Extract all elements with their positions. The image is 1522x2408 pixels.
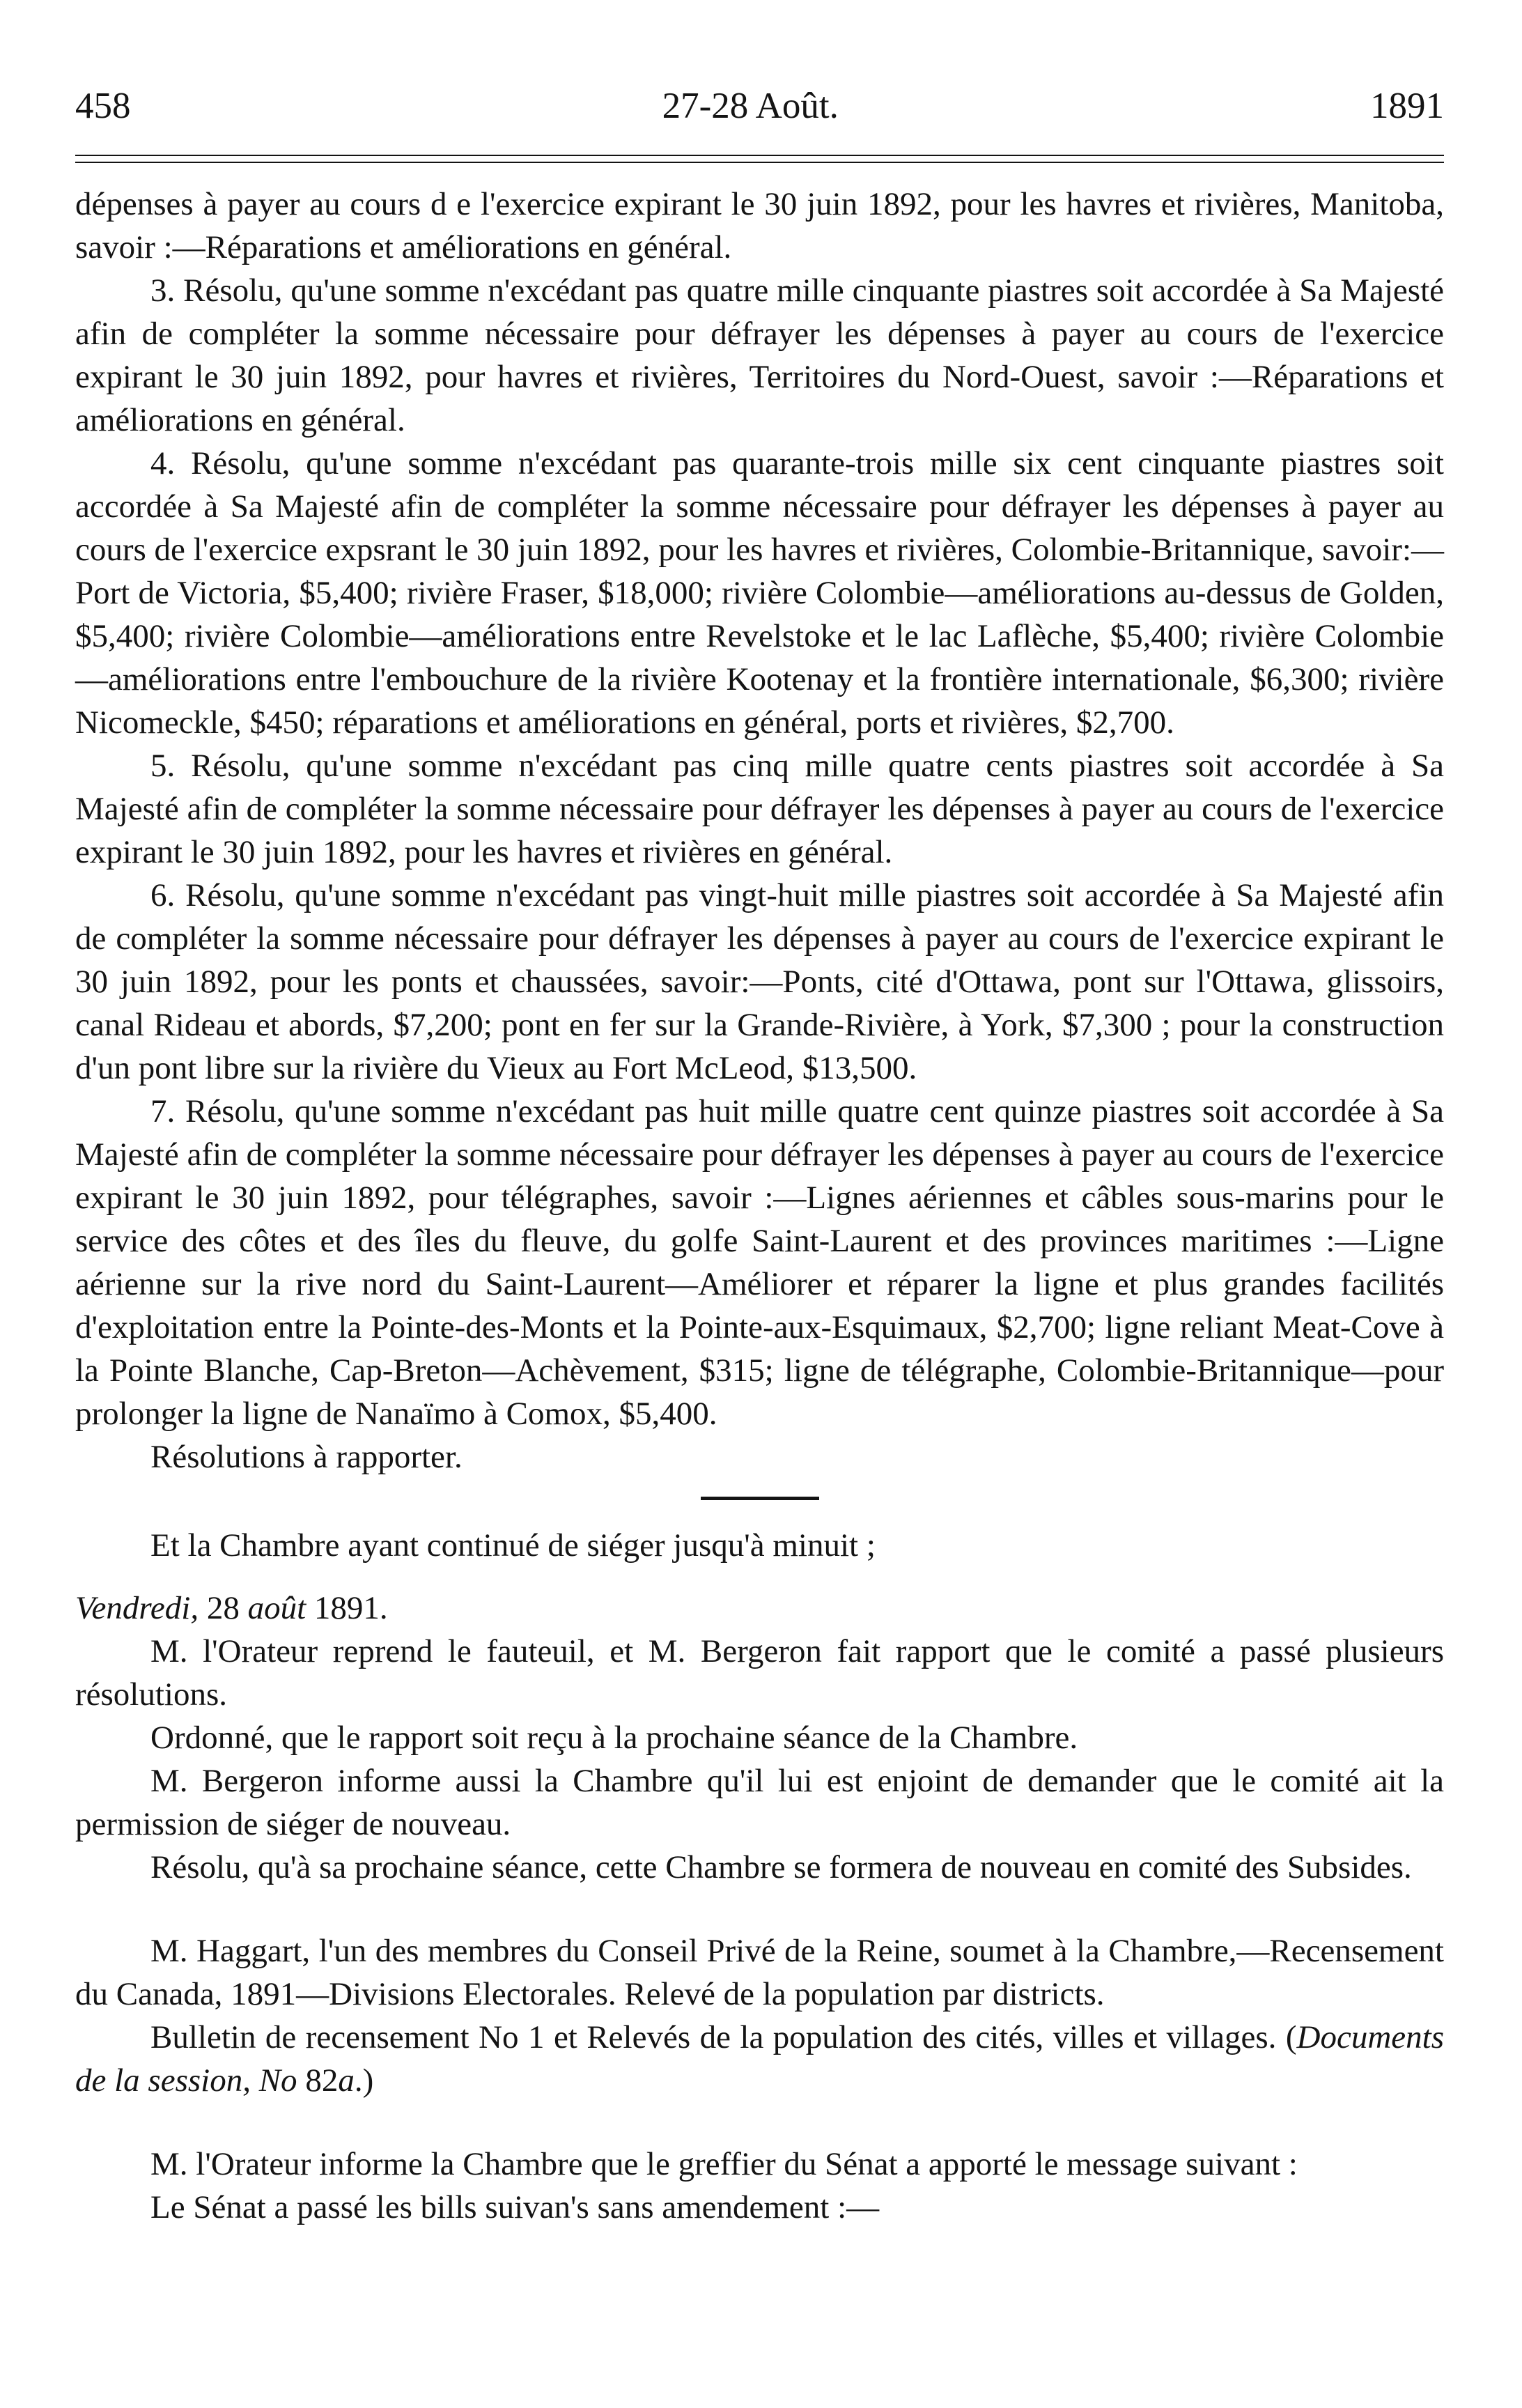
dateline-month: août <box>247 1590 306 1626</box>
census-ref-close: .) <box>354 2062 374 2099</box>
page-number: 458 <box>75 86 131 126</box>
census-ref-num: 82 <box>305 2062 339 2099</box>
section-separator <box>701 1497 819 1500</box>
header-rule-bottom <box>75 162 1444 163</box>
paragraph-gap <box>75 2102 1444 2143</box>
resolution-6: 6. Résolu, qu'une somme n'excédant pas vingt-huit mille piastres soit accordée à Sa Majesté afin de compléter la somme nécessaire pour défrayer les dépenses à payer au cours de l'exercice expirant le 30 juin 1892, pour les ponts et chaussées, savoir:—Ponts, cité d'Ottawa, pont sur l'Ottawa, glissoirs, canal Rideau et abords, $7,200; pont en fer sur la Grande-Rivière, à York, $7,300 ; pour la construction d'un pont libre sur la rivière du Vieux au Fort McLeod, $13,500. <box>75 877 1444 1086</box>
senate-bills: Le Sénat a passé les bills suivan's sans amendement :— <box>150 2189 880 2225</box>
header-double-rule <box>75 155 1444 163</box>
census-bulletin-text: Bulletin de recensement No 1 et Relevés de la population des cités, villes et villages. <box>150 2019 1277 2055</box>
bergeron-request: M. Bergeron informe aussi la Chambre qu'il lui est enjoint de demander que le comité ait la permission de siéger de nouveau. <box>75 1763 1444 1842</box>
resolution-4: 4. Résolu, qu'une somme n'excédant pas quarante-trois mille six cent cinquante piastres soit accordée à Sa Majesté afin de compléter la somme nécessaire pour défrayer les dépenses à payer au cours de l'exercice expsrant le 30 juin 1892, pour les havres et rivières, Colombie-Britannique, savoir:—Port de Victoria, $5,400; rivière Fraser, $18,000; rivière Colombie—améliorations au-dessus de Golden, $5,400; rivière Colombie—améliorations entre Revelstoke et le lac Laflèche, $5,400; rivière Colombie—améliorations entre l'embouchure de la rivière Kootenay et la frontière internationale, $6,300; rivière Nicomeckle, $450; réparations et améliorations en général, ports et rivières, $2,700. <box>75 445 1444 741</box>
speaker-report: M. l'Orateur reprend le fauteuil, et M. Bergeron fait rapport que le comité a passé plusieurs résolutions. <box>75 1633 1444 1713</box>
census-bulletin <box>75 2016 1444 2102</box>
senate-message: M. l'Orateur informe la Chambre que le greffier du Sénat a apporté le message suivant : <box>150 2146 1298 2182</box>
dateline-day: Vendredi, <box>75 1590 199 1626</box>
header-date: 27-28 Août. <box>662 86 839 126</box>
resolutions-to-report: Résolutions à rapporter. <box>150 1439 463 1475</box>
document-body <box>75 183 1444 2229</box>
census-ref-letter: a <box>338 2062 355 2099</box>
paragraph-continuation: dépenses à payer au cours d e l'exercice expirant le 30 juin 1892, pour les havres et rivières, Manitoba, savoir :—Réparations et améliorations en général. <box>75 186 1444 265</box>
header-year: 1891 <box>1369 86 1444 126</box>
resolution-5: 5. Résolu, qu'une somme n'excédant pas cinq mille quatre cents piastres soit accordée à Sa Majesté afin de compléter la somme nécessaire pour défrayer les dépenses à payer au cours de l'exercice expirant le 30 juin 1892, pour les havres et rivières en général. <box>75 748 1444 870</box>
page-header <box>75 84 1444 128</box>
dateline-year: 1891. <box>313 1590 388 1626</box>
paragraph-gap <box>75 1889 1444 1929</box>
census-ref: Documents de la session, No <box>75 2019 1444 2099</box>
document-page <box>75 84 1444 2229</box>
dateline <box>75 1587 1444 1630</box>
census-ref-open: ( <box>1285 2019 1297 2055</box>
resolved-supply-committee: Résolu, qu'à sa prochaine séance, cette Chambre se formera de nouveau en comité des Subsides. <box>150 1849 1412 1885</box>
dateline-num: 28 <box>206 1590 240 1626</box>
haggart-census: M. Haggart, l'un des membres du Conseil Privé de la Reine, soumet à la Chambre,—Recensement du Canada, 1891—Divisions Electorales. Relevé de la population par districts. <box>75 1933 1444 2012</box>
resolution-7: 7. Résolu, qu'une somme n'excédant pas huit mille quatre cent quinze piastres soit accordée à Sa Majesté afin de compléter la somme nécessaire pour défrayer les dépenses à payer au cours de l'exercice expirant le 30 juin 1892, pour télégraphes, savoir :—Lignes aériennes et câbles sous-marins pour le service des côtes et des îles du fleuve, du golfe Saint-Laurent et des provinces maritimes :—Ligne aérienne sur la rive nord du Saint-Laurent—Améliorer et réparer la ligne et plus grandes facilités d'exploitation entre la Pointe-des-Monts et la Pointe-aux-Esquimaux, $2,700; ligne reliant Meat-Cove à la Pointe Blanche, Cap-Breton—Achèvement, $315; ligne de télégraphe, Colombie-Britannique—pour prolonger la ligne de Nanaïmo à Comox, $5,400. <box>75 1093 1444 1432</box>
header-rule-top <box>75 155 1444 156</box>
ordered-report: Ordonné, que le rapport soit reçu à la prochaine séance de la Chambre. <box>150 1720 1078 1756</box>
resolution-3: 3. Résolu, qu'une somme n'excédant pas quatre mille cinquante piastres soit accordée à Sa Majesté afin de compléter la somme nécessaire pour défrayer les dépenses à payer au cours de l'exercice expirant le 30 juin 1892, pour havres et rivières, Territoires du Nord-Ouest, savoir :—Réparations et améliorations en général. <box>75 272 1444 438</box>
chamber-sitting-note: Et la Chambre ayant continué de siéger jusqu'à minuit ; <box>150 1527 876 1564</box>
